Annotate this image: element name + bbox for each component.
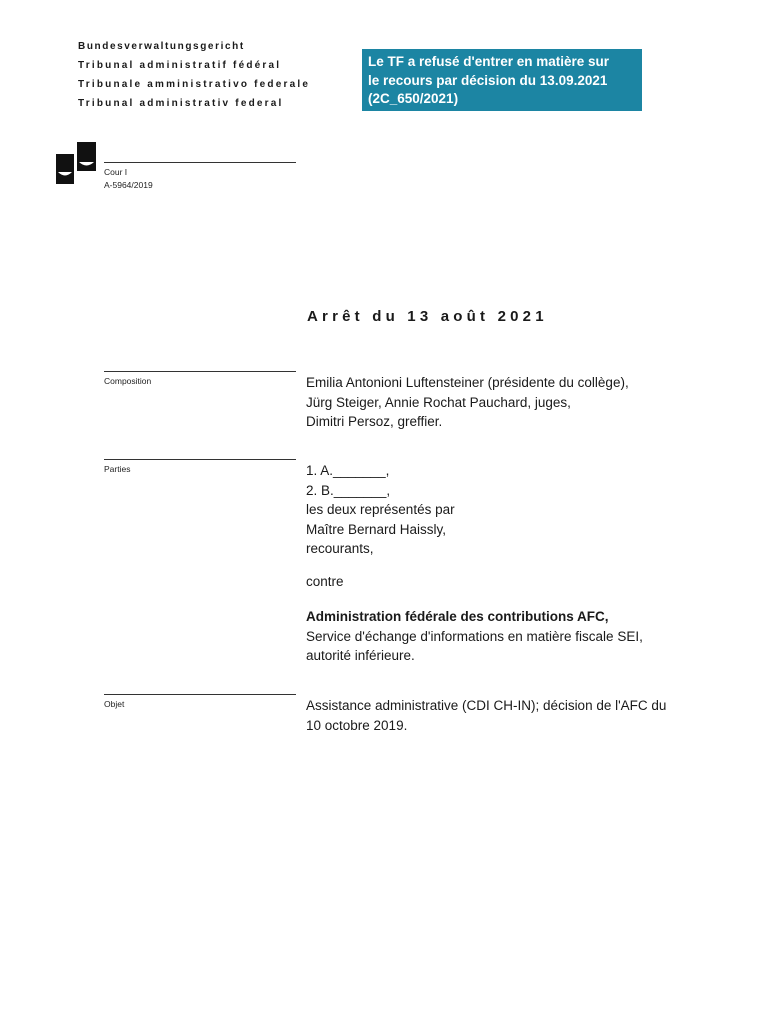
- reference-divider: [104, 162, 296, 163]
- notice-line: Le TF a refusé d'entrer en matière sur: [368, 54, 610, 69]
- court-section: Cour I: [104, 167, 128, 177]
- composition-line: Jürg Steiger, Annie Rochat Pauchard, juges,: [306, 394, 571, 410]
- appellant-line: recourants,: [306, 541, 374, 556]
- court-logo-icon: [56, 142, 96, 184]
- composition-label: Composition: [104, 376, 152, 386]
- appellant-line: Maître Bernard Haissly,: [306, 521, 447, 537]
- versus-text: contre: [306, 574, 344, 589]
- notice-banner: [362, 49, 642, 111]
- appellant-line: 1. A._______,: [306, 463, 390, 478]
- appellants-text: [306, 461, 455, 559]
- authority-text: [306, 607, 643, 666]
- notice-line: (2C_650/2021): [368, 91, 459, 106]
- subject-text: [306, 696, 666, 735]
- court-name-it: Tribunale amministrativo federale: [78, 79, 311, 90]
- appellant-line: 2. B._______,: [306, 482, 391, 498]
- subject-divider: [104, 694, 296, 695]
- composition-divider: [104, 371, 296, 372]
- court-name-rm: Tribunal administrativ federal: [78, 98, 284, 109]
- parties-divider: [104, 459, 296, 460]
- subject-line: Assistance administrative (CDI CH-IN); décision de l'AFC du: [306, 698, 667, 713]
- parties-label: Parties: [104, 464, 131, 474]
- subject-label: Objet: [104, 699, 125, 709]
- court-name-de: Bundesverwaltungsgericht: [78, 41, 245, 52]
- notice-line: le recours par décision du 13.09.2021: [368, 72, 608, 88]
- authority-line: autorité inférieure.: [306, 648, 415, 663]
- subject-line: 10 octobre 2019.: [306, 717, 408, 733]
- composition-line: Dimitri Persoz, greffier.: [306, 414, 443, 429]
- composition-line: Emilia Antonioni Luftensteiner (présidente du collège),: [306, 375, 629, 390]
- authority-line: Service d'échange d'informations en matière fiscale SEI,: [306, 628, 643, 644]
- judgment-title: Arrêt du 13 août 2021: [307, 308, 548, 325]
- court-names: [78, 41, 310, 117]
- case-number: A-5964/2019: [104, 180, 153, 190]
- appellant-line: les deux représentés par: [306, 502, 455, 517]
- court-name-fr: Tribunal administratif fédéral: [78, 60, 282, 71]
- composition-text: [306, 373, 629, 432]
- authority-name: Administration fédérale des contributions AFC,: [306, 609, 609, 624]
